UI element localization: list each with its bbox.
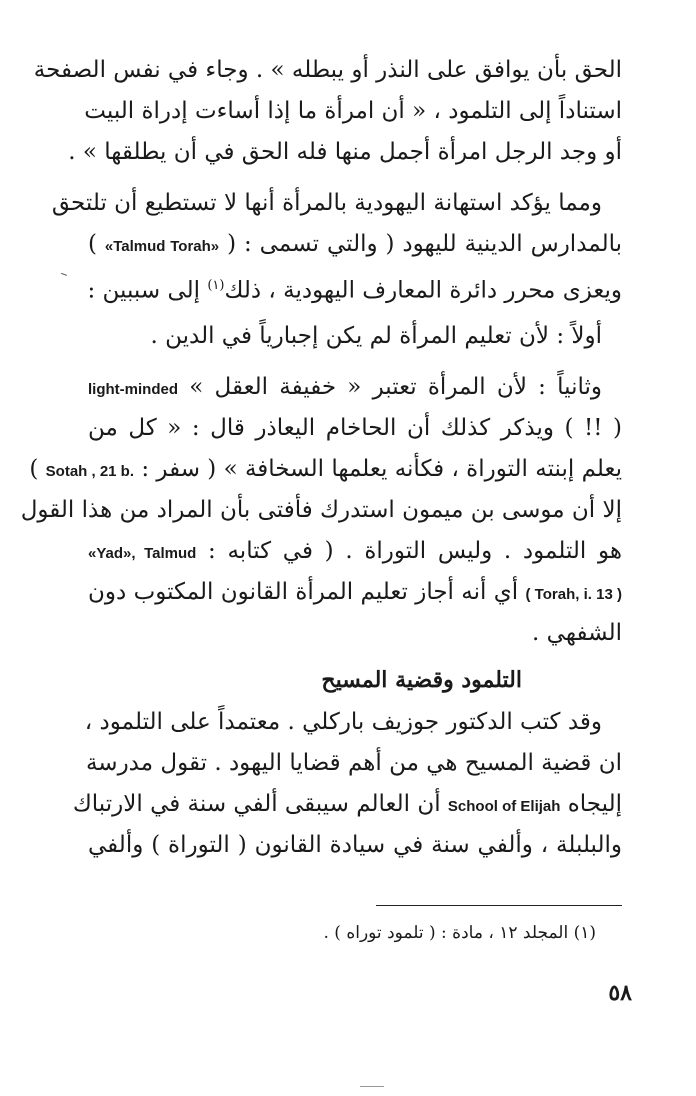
text-fragment: أي أنه أجاز تعليم المرأة القانون المكتوب دون xyxy=(88,579,519,605)
text-line xyxy=(72,784,622,825)
text-line xyxy=(88,367,622,408)
page-body xyxy=(20,50,623,866)
text-line xyxy=(88,572,622,613)
latin-term: Sotah , 21 b. xyxy=(45,463,135,480)
latin-term: «Yad», Talmud xyxy=(88,545,197,562)
text-line: بالمدارس الدينية لليهود ( والتي تسمى : ( «Talmud Torah» ) xyxy=(88,231,622,257)
text-fragment: إليجاه xyxy=(567,791,622,817)
text-line: وقد كتب الدكتور جوزيف باركلي . معتمداً على التلمود ، xyxy=(84,709,602,735)
footnote: (١) المجلد ١٢ ، مادة : ( تلمود توراه ) . xyxy=(323,923,596,943)
text-line: ( !! ) ويذكر كذلك أن الحاخام اليعاذر قال : « كل من xyxy=(88,415,622,441)
text-fragment: ) xyxy=(88,231,105,257)
text-line: والبلبلة ، وألفي سنة في سيادة القانون ( التوراة ) وألفي xyxy=(88,832,622,858)
latin-term: «Talmud Torah» xyxy=(104,238,220,255)
text-fragment: يعلم إبنته التوراة ، فكأنه يعلمها السخافة » ( سفر : xyxy=(141,456,622,482)
text-line: الشفهي . xyxy=(532,620,622,646)
text-line: أو وجد الرجل امرأة أجمل منها فله الحق في أن يطلقها » . xyxy=(68,139,622,165)
latin-term: light-minded xyxy=(88,381,178,398)
bottom-mark xyxy=(360,1086,384,1087)
text-fragment: إلى سببين : xyxy=(87,277,208,304)
section-heading: التلمود وقضية المسيح xyxy=(321,667,522,693)
text-fragment: أن العالم سيبقى ألفي سنة في الارتباك xyxy=(72,791,441,817)
text-line xyxy=(88,265,622,306)
footnote-marker: (١) xyxy=(207,278,225,293)
text-fragment: وثانياً : لأن المرأة تعتبر « خفيفة العقل » xyxy=(189,374,602,400)
text-line: أولاً : لأن تعليم المرأة لم يكن إجبارياً في الدين . xyxy=(150,323,602,349)
text-line: استناداً إلى التلمود ، « أن امرأة ما إذا أساءت إدراة البيت xyxy=(84,98,622,124)
page-number: ٥٨ xyxy=(608,980,632,1006)
text-line: ومما يؤكد استهانة اليهودية بالمرأة أنها لا تستطيع أن تلتحق xyxy=(51,190,602,216)
footnote-rule xyxy=(376,905,622,906)
text-line: ان قضية المسيح هي من أهم قضايا اليهود . تقول مدرسة xyxy=(85,750,622,776)
latin-term: ( Torah, i. 13 ) xyxy=(525,586,623,603)
margin-mark xyxy=(61,267,69,276)
text-fragment: بالمدارس الدينية لليهود ( والتي تسمى : xyxy=(243,231,622,257)
text-line xyxy=(29,449,622,490)
text-fragment: هو التلمود . وليس التوراة . ( في كتابه : xyxy=(208,538,623,564)
text-line: إلا أن موسى بن ميمون استدرك فأفتى بأن المراد من هذا القول xyxy=(20,497,622,523)
text-line: الحق بأن يوافق على النذر أو يبطله » . وجاء في نفس الصفحة xyxy=(33,57,622,83)
latin-term: School of Elijah xyxy=(447,798,561,815)
text-line xyxy=(88,531,622,572)
text-fragment: ويعزى محرر دائرة المعارف اليهودية ، ذلك xyxy=(224,277,622,304)
text-fragment: ) xyxy=(29,456,46,482)
